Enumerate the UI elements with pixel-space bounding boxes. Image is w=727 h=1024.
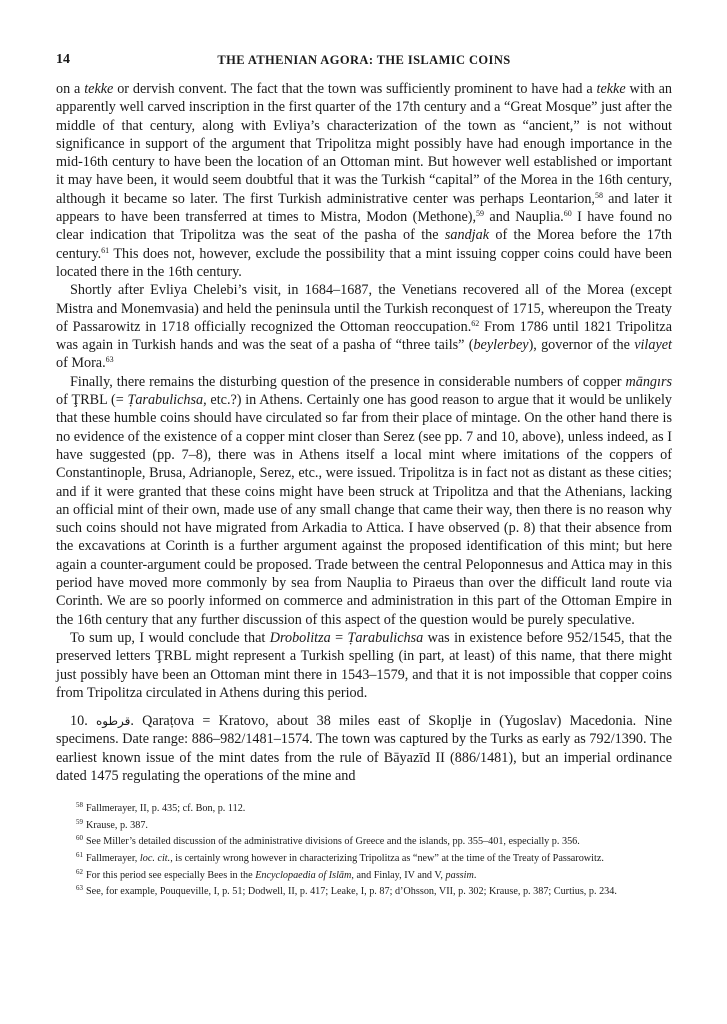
paragraph (56, 80, 672, 281)
paragraph (56, 373, 672, 629)
page-header (56, 52, 672, 74)
footnote (78, 816, 672, 833)
footnote (78, 799, 672, 816)
text-run: on a (56, 81, 85, 97)
footnote-number: 58 (76, 801, 83, 810)
text-run: . (473, 869, 477, 881)
text-run: 10. (70, 713, 96, 730)
footnote (78, 849, 672, 866)
text-run: . Qaraṭova = Kratovo, about 38 miles east of Skoplje in (Yugoslav) Macedonia. Nine specimens. Date range: 886–982/1481–1574. The town was captured by the Turks as early as 792/1390. The earliest known issue of the mint dates from the rule of Bāyazīd II (886/1481), but an imperial ordinance dated 1475 regulating the operations of the mine and (56, 713, 672, 784)
text-run: ), governor of the (528, 337, 635, 354)
text-run: See, for example, Pouqueville, I, p. 51; Dodwell, II, p. 417; Leake, I, p. 87; d’Ohsson, VII, p. 302; Krause, p. 387; Curtius, p. 234. (86, 886, 617, 898)
paragraph (56, 281, 672, 372)
text-run: To sum up, I would conclude that (70, 629, 270, 646)
footnotes (56, 799, 672, 899)
italic-text: Ṭarabulichsa (347, 629, 424, 646)
footnote-number: 59 (76, 817, 83, 826)
running-head: THE ATHENIAN AGORA: THE ISLAMIC COINS (217, 53, 511, 67)
italic-text: beylerbey (473, 337, 529, 354)
italic-text: Ṭarabulichsa (127, 392, 204, 409)
text-run: , and Finlay, IV and V, (351, 869, 446, 881)
footnote-ref: 58 (594, 190, 603, 200)
catalog-entry-10 (56, 712, 672, 785)
text-run: Krause, p. 387. (86, 819, 148, 831)
text-run: of the Morea before the 17th century. (56, 227, 673, 262)
text-run: Fallmerayer, II, p. 435; cf. Bon, p. 112. (86, 803, 246, 815)
footnote-number: 63 (76, 884, 83, 893)
footnote-ref: 62 (471, 318, 480, 328)
page (56, 52, 672, 899)
text-run: with an apparently well carved inscription in the first quarter of the 17th century and a “Great Mosque” just after the middle of that century, along with Evliya’s characterization of the town as “ancient,” is not without significance in support of the argument that Tripolitza might possibly have had enough importance in the mid-16th century to have been the location of an Ottoman mint. But however well established or important it may have been, it would seem doubtful that it was the Turkish “capital” of the Morea in the 16th century, although it became so later. The first Turkish administrative center was perhaps Leontarion, (56, 81, 672, 207)
footnote (78, 866, 672, 883)
page-number: 14 (56, 52, 70, 67)
footnote-ref: 61 (101, 245, 110, 255)
text-run: This does not, however, exclude the possibility that a mint issuing copper coins could have been located there in the 16th century. (56, 245, 672, 280)
text-run: of Mora. (56, 355, 106, 372)
text-run: Shortly after Evliya Chelebi’s visit, in 1684–1687, the Venetians recovered all of the Morea (except Mistra and Monemvasia) and held the peninsula until the Turkish reconquest of 1715, whereupon the Treaty of Passarowitz in 1718 officially recognized the Ottoman reoccupation. (56, 282, 672, 335)
text-run: Fallmerayer, (86, 853, 140, 865)
text-run: Finally, there remains the disturbing question of the presence in considerable numbers of copper (70, 373, 626, 390)
footnote-ref: 60 (563, 209, 572, 219)
footnote-number: 60 (76, 834, 83, 843)
text-run: or dervish convent. The fact that the town was sufficiently prominent to have had a (113, 81, 597, 97)
italic-text: tekke (596, 81, 626, 97)
italic-text: Encyclopaedia of Islām (255, 869, 352, 881)
italic-text: māngırs (625, 373, 672, 390)
text-run: From 1786 until 1821 Tripolitza was again in Turkish hands and was the seat of a pasha of “three tails” ( (56, 318, 672, 354)
footnote-ref: 63 (105, 355, 114, 365)
text-run: I have found no clear indication that Tripolitza was the seat of the pasha of the (56, 209, 672, 244)
italic-text: loc. cit. (139, 853, 171, 865)
italic-text: vilayet (634, 337, 672, 354)
text-run: , is certainly wrong however in characterizing Tripolitza as “new” at the time of the Treaty of Passarowitz. (170, 853, 604, 865)
text-run: See Miller’s detailed discussion of the administrative divisions of Greece and the islands, pp. 355–401, especially p. 356. (86, 836, 580, 848)
text-run: = (330, 629, 348, 646)
paragraph (56, 629, 672, 702)
italic-text: sandjak (444, 227, 490, 244)
text-run: and Nauplia. (484, 209, 564, 226)
footnote (78, 832, 672, 849)
text-run: of ŢRBL (= (56, 392, 128, 409)
footnote-number: 61 (76, 851, 83, 860)
text-run: and later it appears to have been transferred at times to Mistra, Modon (Methone), (56, 190, 672, 226)
text-run: , etc.?) in Athens. Certainly one has good reason to argue that it would be unlikely that these humble coins should have circulated so far from their place of mintage. On the other hand there is no evidence of the existence of a copper mint closer than Serez (see pp. 7 and 10, above), unless indeed, as I have suggested (pp. 7–8), there was in Athens itself a local mint where imitations of the coppers of Constantinople, Brusa, Adrianople, Serez, etc., were issued. Tripolitza is in fact not as distant as these cities; and if it were granted that these coins might have been struck at Tripolitza and that the Athenians, lacking an official mint of their own, made use of any small change that came their way, then there is no reason why such coins should not have migrated from Arkadia to Attica. I have observed (p. 8) that their absence from the excavations at Corinth is a further argument against the proposed identification of this mint; but here again a counter-argument could be proposed. Trade between the central Peloponnesus and Attica may in this period have moved more commonly by sea from Nauplia to Piraeus than over the difficult land route via Corinth. We are so poorly informed on commerce and administration in this part of the Ottoman Empire in the 16th century that any further discussion of this aspect of the question would be purely speculative. (56, 392, 672, 628)
italic-text: tekke (84, 81, 114, 97)
footnote (78, 882, 672, 899)
text-run: was in existence before 952/1545, that the preserved letters ŢRBL might represent a Turkish spelling (in part, at least) of this name, that there might just possibly have been an Ottoman mint there in 1543–1579, and that it is not impossible that copper coins from Tripolitza circulated in Athens during this period. (56, 629, 672, 701)
arabic-mint-name: قرطوه (95, 714, 131, 729)
italic-text: Drobolitza (269, 629, 331, 646)
body-text (56, 80, 672, 785)
footnote-number: 62 (76, 867, 83, 876)
text-run: For this period see especially Bees in the (86, 869, 256, 881)
italic-text: passim (445, 869, 474, 881)
footnote-ref: 59 (476, 209, 485, 219)
